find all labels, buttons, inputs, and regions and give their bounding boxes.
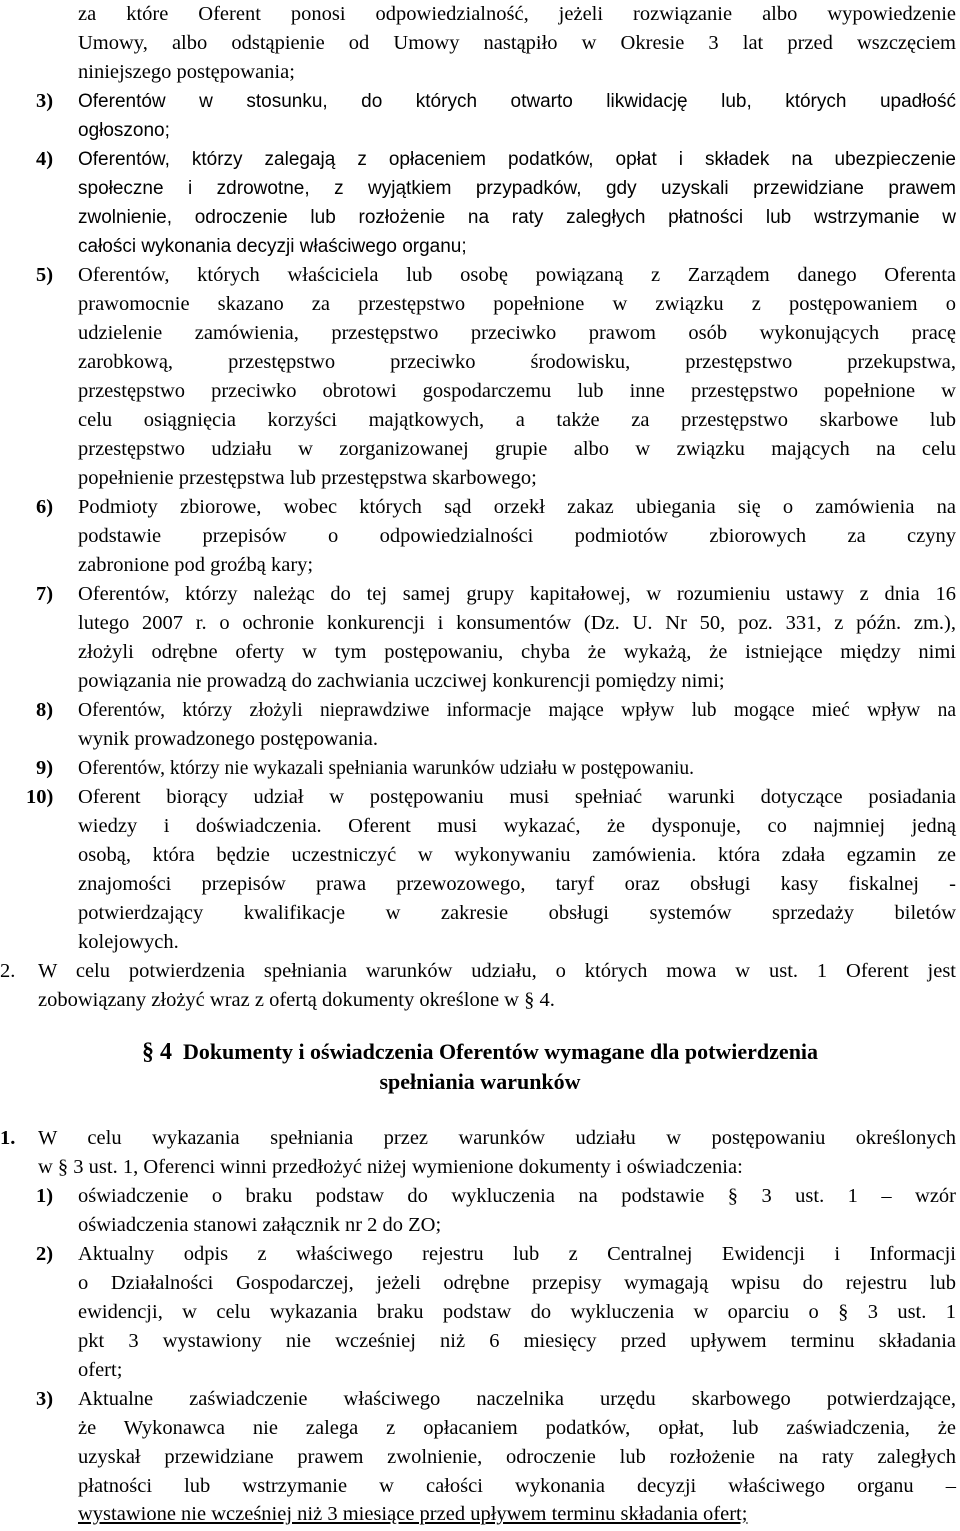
text-line: zabronione pod groźbą kary; bbox=[78, 554, 314, 576]
text-line: płatności lub wstrzymanie w całości wykonania decyzji właściwego organu – bbox=[78, 1475, 956, 1497]
list-number: 3) bbox=[36, 90, 54, 112]
text-line: osobą, która będzie uczestniczyć w wykonywaniu zamówienia. która zdała egzamin ze bbox=[78, 844, 956, 866]
text-line: popełnienie przestępstwa lub przestępstwa skarbowego; bbox=[78, 467, 537, 489]
text-line: niniejszego postępowania; bbox=[78, 61, 295, 83]
text-line: że Wykonawca nie zalega z opłacaniem podatków, opłat, lub zaświadczenia, że bbox=[78, 1417, 956, 1439]
text-line: potwierdzający kwalifikacje w zakresie obsługi systemów sprzedaży biletów bbox=[78, 902, 956, 924]
text-line: Oferentów, których właściciela lub osobę powiązaną z Zarządem danego Oferenta bbox=[78, 264, 956, 286]
text-line: zwolnienie, odroczenie lub rozłożenie na raty zaległych płatności lub wstrzymanie w bbox=[78, 207, 956, 228]
text-line: Oferent biorący udział w postępowaniu musi spełniać warunki dotyczące posiadania bbox=[78, 786, 956, 808]
text-line: pkt 3 wystawiony nie wcześniej niż 6 miesięcy przed upływem terminu składania bbox=[78, 1330, 956, 1352]
text-line: złożyli odrębne oferty w tym postępowaniu, chyba że wykażą, że istniejące między nimi bbox=[78, 641, 956, 663]
list-number: 9) bbox=[36, 757, 54, 779]
section-title-line2: spełniania warunków bbox=[379, 1069, 581, 1094]
list-number: 3) bbox=[36, 1388, 54, 1410]
text-line: zobowiązany złożyć wraz z ofertą dokumenty określone w § 4. bbox=[38, 989, 555, 1011]
text-line-underlined: wystawione nie wcześniej niż 3 miesiące przed upływem terminu składania ofert; bbox=[78, 1503, 748, 1525]
text-line: oświadczenia stanowi załącznik nr 2 do ZO; bbox=[78, 1214, 442, 1236]
text-line: całości wykonania decyzji właściwego organu; bbox=[78, 236, 467, 257]
text-line: Oferentów w stosunku, do których otwarto likwidację lub, których upadłość bbox=[78, 91, 956, 112]
text-line: Aktualne zaświadczenie właściwego naczelnika urzędu skarbowego potwierdzające, bbox=[78, 1388, 956, 1410]
text-line: lutego 2007 r. o ochronie konkurencji i konsumentów (Dz. U. Nr 50, poz. 331, z późn. zm.), bbox=[78, 612, 956, 634]
text-line: uzyskał przewidziane prawem zwolnienie, odroczenie lub rozłożenie na raty zaległych bbox=[78, 1446, 956, 1468]
text-line: wynik prowadzonego postępowania. bbox=[78, 728, 379, 750]
text-line: Umowy, albo odstąpienie od Umowy nastąpiło w Okresie 3 lat przed wszczęciem bbox=[78, 32, 956, 54]
list-number: 2) bbox=[36, 1243, 54, 1265]
text-line: podstawie przepisów o odpowiedzialności podmiotów zbiorowych za czyny bbox=[78, 525, 956, 547]
list-number: 5) bbox=[36, 264, 54, 286]
text-line: w § 3 ust. 1, Oferenci winni przedłożyć niżej wymienione dokumenty i oświadczenia: bbox=[38, 1156, 743, 1178]
list-number: 4) bbox=[36, 148, 54, 170]
text-line: o Działalności Gospodarczej, jeżeli odrębne przepisy wymagają wpisu do rejestru lub bbox=[78, 1272, 956, 1294]
text-line: W celu potwierdzenia spełniania warunków udziału, o których mowa w ust. 1 Oferent jest bbox=[38, 960, 956, 982]
text-line: zarobkową, przestępstwo przeciwko środowisku, przestępstwo przekupstwa, bbox=[78, 351, 956, 373]
text-line: znajomości przepisów prawa przewozowego, taryf oraz obsługi kasy fiskalnej - bbox=[78, 873, 956, 895]
list-number: 2. bbox=[0, 960, 16, 982]
text-line: udzielenie zamówienia, przestępstwo przeciwko prawom osób wykonujących pracę bbox=[78, 322, 956, 344]
text-line: przestępstwo przeciwko obrotowi gospodarczemu lub inne przestępstwo popełnione w bbox=[78, 380, 956, 402]
text-line: Aktualny odpis z właściwego rejestru lub z Centralnej Ewidencji i Informacji bbox=[78, 1243, 956, 1265]
text-line: ogłoszono; bbox=[78, 120, 170, 141]
text-line: Oferentów, którzy złożyli nieprawdziwe informacje mające wpływ lub mogące mieć wpływ na bbox=[78, 700, 956, 721]
text-line: kolejowych. bbox=[78, 931, 179, 953]
text-line: ewidencji, w celu wykazania braku podstaw do wykluczenia w oparciu o § 3 ust. 1 bbox=[78, 1301, 956, 1323]
text-line: powiązania nie prowadzą do zachwiania uczciwej konkurencji pomiędzy nimi; bbox=[78, 670, 725, 692]
text-line: Podmioty zbiorowe, wobec których sąd orzekł zakaz ubiegania się o zamówienia na bbox=[78, 496, 956, 518]
list-number: 6) bbox=[36, 496, 54, 518]
text-line: W celu wykazania spełniania przez warunków udziału w postępowaniu określonych bbox=[38, 1127, 956, 1149]
text-line: Oferentów, którzy należąc do tej samej grupy kapitałowej, w rozumieniu ustawy z dnia 16 bbox=[78, 583, 956, 605]
section-number: § 4 bbox=[141, 1039, 172, 1065]
text-line: oświadczenie o braku podstaw do wykluczenia na podstawie § 3 ust. 1 – wzór bbox=[78, 1185, 956, 1207]
list-number: 7) bbox=[36, 583, 54, 605]
list-number: 10) bbox=[26, 786, 54, 808]
text-line: społeczne i zdrowotne, z wyjątkiem przypadków, gdy uzyskali przewidziane prawem bbox=[78, 178, 956, 199]
text-line: Oferentów, którzy nie wykazali spełniania warunków udziału w postępowaniu. bbox=[78, 758, 695, 779]
text-line: celu osiągnięcia korzyści majątkowych, a także za przestępstwo skarbowe lub bbox=[78, 409, 956, 431]
text-line: Oferentów, którzy zalegają z opłaceniem podatków, opłat i składek na ubezpieczenie bbox=[78, 149, 956, 170]
text-line: wiedzy i doświadczenia. Oferent musi wykazać, że dysponuje, co najmniej jedną bbox=[78, 815, 956, 837]
list-number: 8) bbox=[36, 699, 54, 721]
text-line: za które Oferent ponosi odpowiedzialność, jeżeli rozwiązanie albo wypowiedzenie bbox=[78, 3, 956, 25]
text-line: ofert; bbox=[78, 1359, 123, 1381]
text-line: przestępstwo udziału w zorganizowanej grupie albo w związku mających na celu bbox=[78, 438, 956, 460]
section-title-line1: Dokumenty i oświadczenia Oferentów wymagane dla potwierdzenia bbox=[182, 1039, 819, 1064]
text-line: prawomocnie skazano za przestępstwo popełnione w związku z postępowaniem o bbox=[78, 293, 956, 315]
list-number: 1. bbox=[0, 1127, 16, 1149]
list-number: 1) bbox=[36, 1185, 54, 1207]
